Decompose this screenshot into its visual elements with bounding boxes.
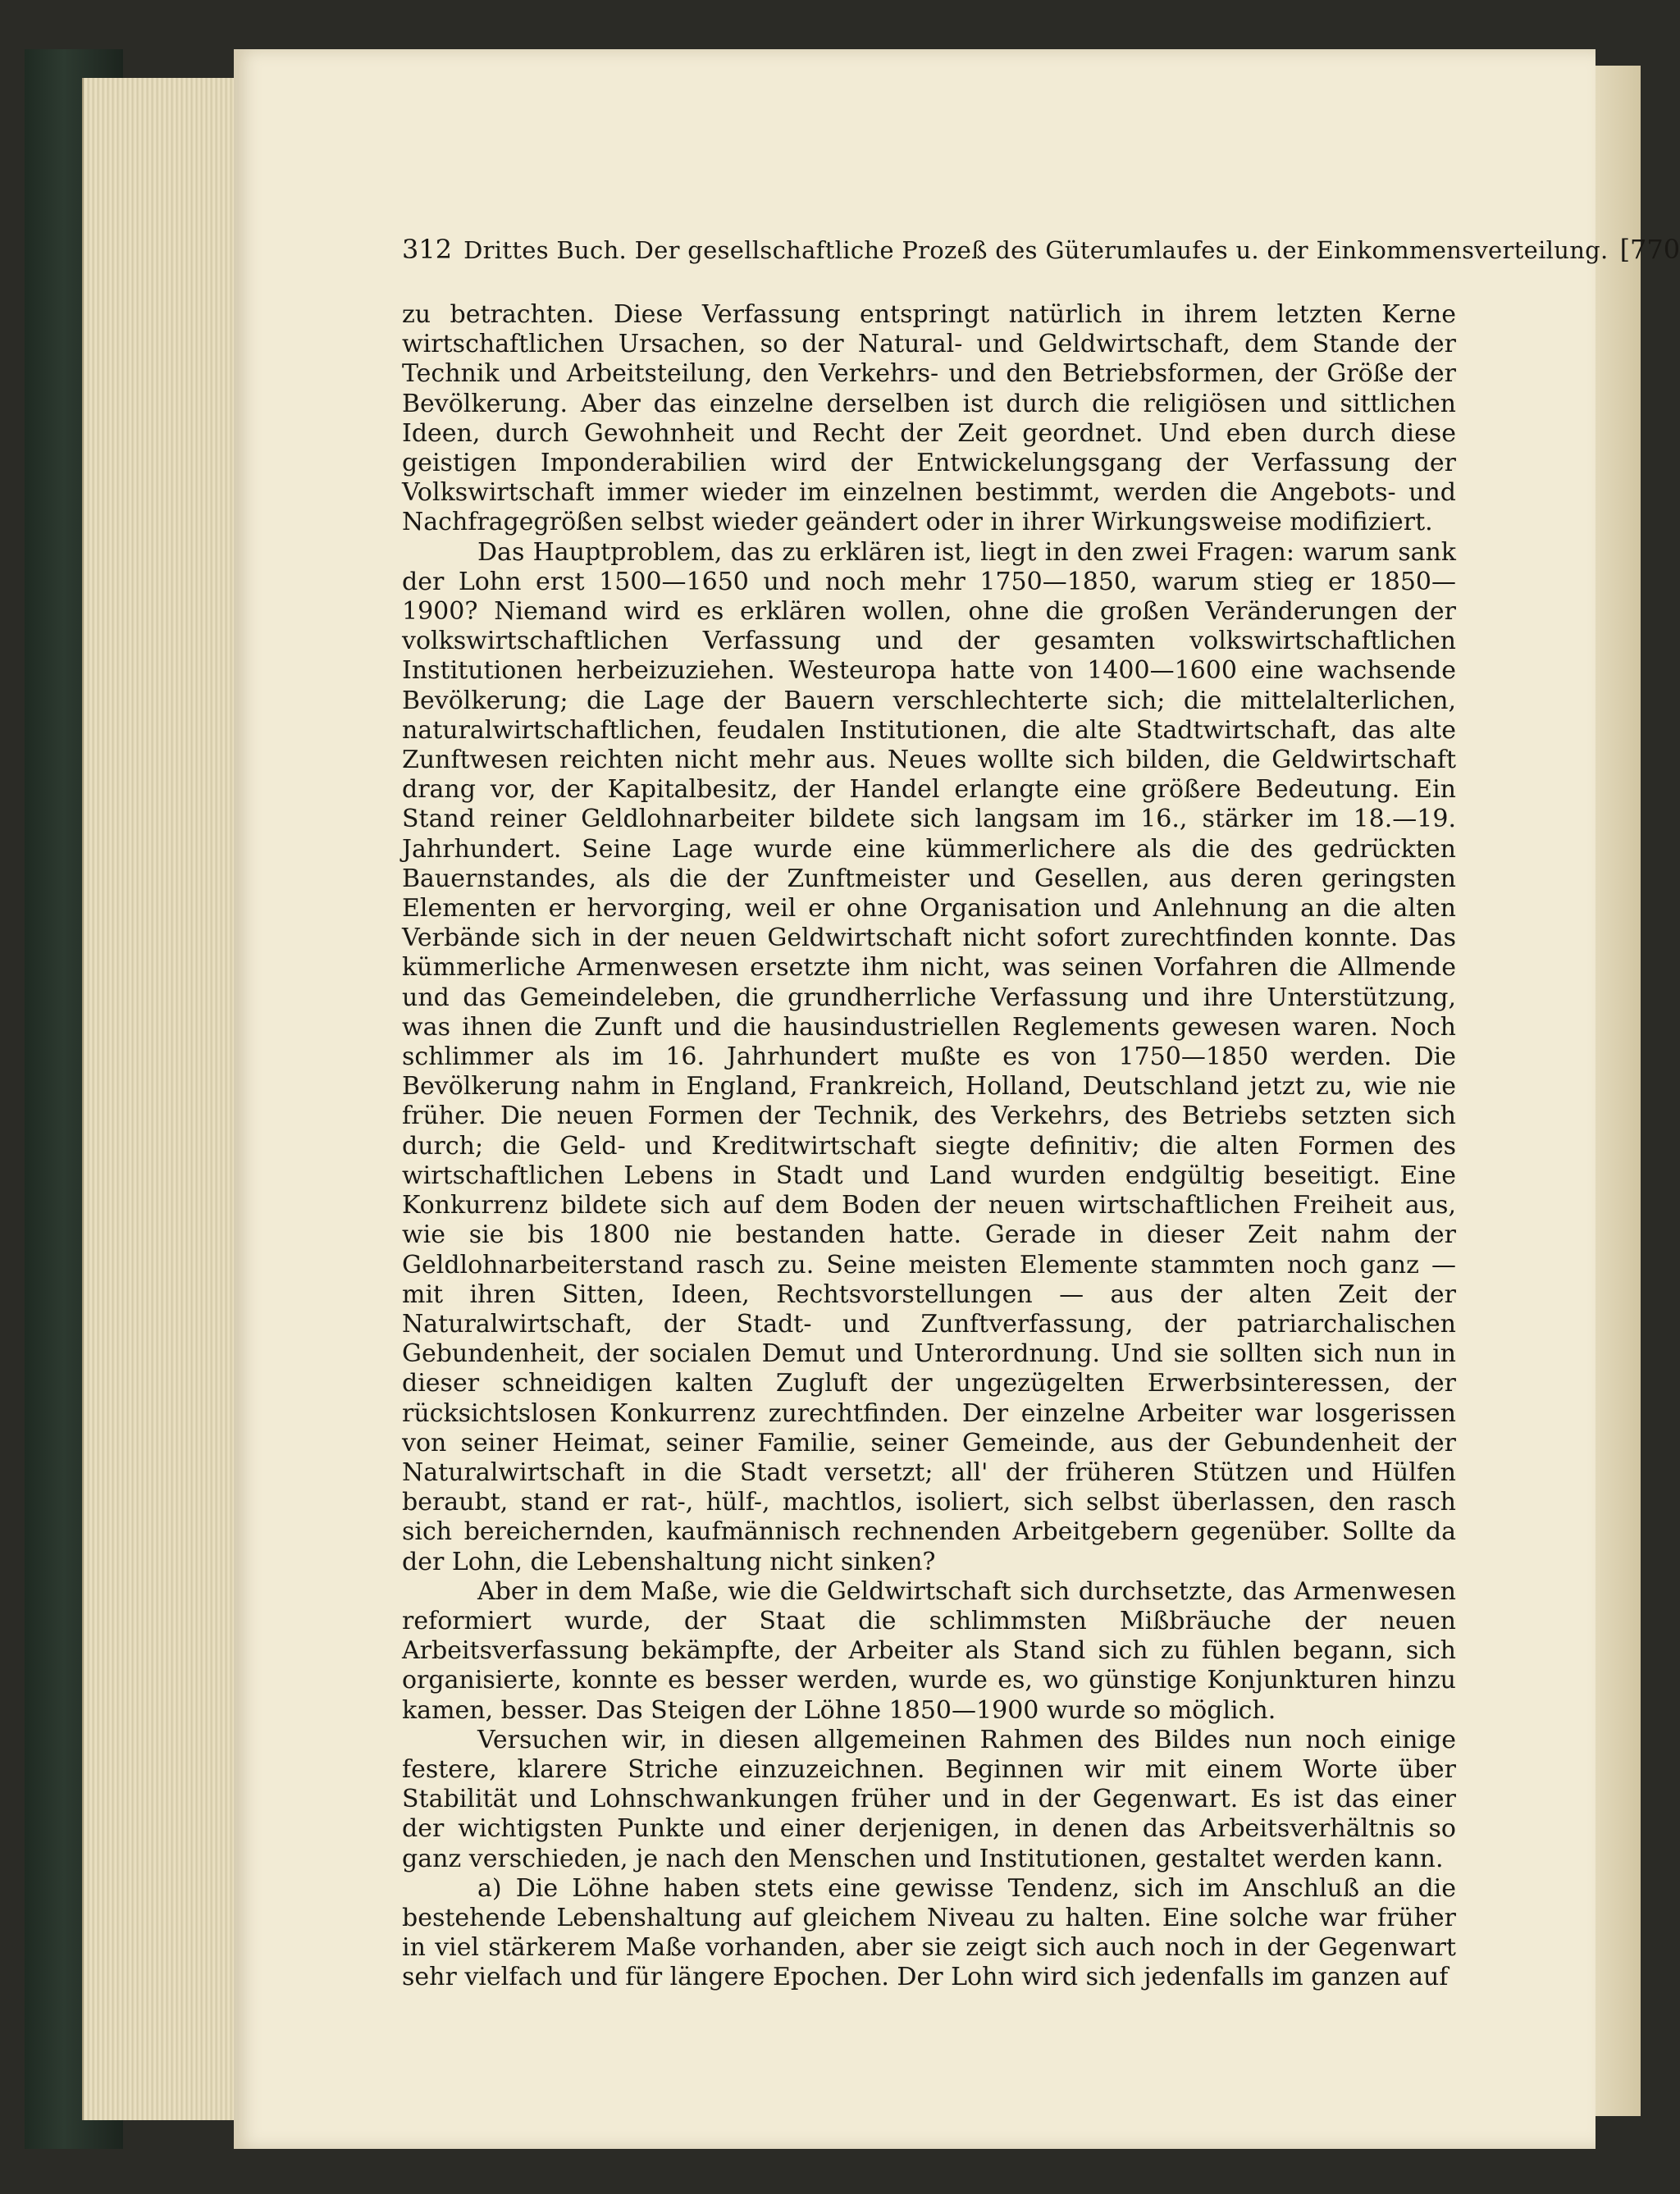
paragraph-4: Versuchen wir, in diesen allgemeinen Rahmen des Bildes nun noch einige festere, klarere Striche einzuzeichnen. Beginnen wir mit einem Worte über Stabilität und Lohnschwankungen früher und in der Gegenwart. Es ist das einer der wichtigsten Punkte und einer derjenigen, in denen das Arbeitsverhältnis so ganz verschieden, je nach den Menschen und Institutionen, gestaltet werden kann. bbox=[402, 1725, 1456, 1873]
page-edges bbox=[82, 78, 248, 2120]
paragraph-1: zu betrachten. Diese Verfassung entspringt natürlich in ihrem letzten Kerne wirtschaftlichen Ursachen, so der Natural- und Geldwirtschaft, dem Stande der Technik und Arbeitsteilung, den Verkehrs- und den Betriebsformen, der Größe der Bevölkerung. Aber das einzelne derselben ist durch die religiösen und sittlichen Ideen, durch Gewohnheit und Recht der Zeit geordnet. Und eben durch diese geistigen Imponderabilien wird der Entwickelungsgang der Verfassung der Volkswirtschaft immer wieder im einzelnen bestimmt, werden die Angebots- und Nachfragegrößen selbst wieder geändert oder in ihrer Wirkungsweise modifiziert. bbox=[402, 300, 1456, 537]
paragraph-3: Aber in dem Maße, wie die Geldwirtschaft sich durchsetzte, das Armenwesen reformiert wurde, der Staat die schlimmsten Mißbräuche der neuen Arbeitsverfassung bekämpfte, der Arbeiter als Stand sich zu fühlen begann, sich organisierte, konnte es besser werden, wurde es, wo günstige Konjunkturen hinzu kamen, besser. Das Steigen der Löhne 1850—1900 wurde so möglich. bbox=[402, 1576, 1456, 1725]
paragraph-5: a) Die Löhne haben stets eine gewisse Tendenz, sich im Anschluß an die bestehende Lebenshaltung auf gleichem Niveau zu halten. Eine solche war früher in viel stärkerem Maße vorhanden, aber sie zeigt sich auch noch in der Gegenwart sehr vielfach und für längere Epochen. Der Lohn wird sich jedenfalls im ganzen auf bbox=[402, 1873, 1456, 1992]
page-number: 312 bbox=[402, 234, 453, 265]
bracket-page-reference: [770 bbox=[1619, 234, 1680, 265]
paragraph-2: Das Hauptproblem, das zu erklären ist, liegt in den zwei Fragen: warum sank der Lohn erst 1500—1650 und noch mehr 1750—1850, warum stieg er 1850—1900? Niemand wird es erklären wollen, ohne die großen Veränderungen der volkswirtschaftlichen Verfassung und der gesamten volkswirtschaftlichen Institutionen herbeizuziehen. Westeuropa hatte von 1400—1600 eine wachsende Bevölkerung; die Lage der Bauern verschlechterte sich; die mittelalterlichen, naturalwirtschaftlichen, feudalen Institutionen, die alte Stadtwirtschaft, das alte Zunftwesen reichten nicht mehr aus. Neues wollte sich bilden, die Geldwirtschaft drang vor, der Kapitalbesitz, der Handel erlangte eine größere Bedeutung. Ein Stand reiner Geldlohnarbeiter bildete sich langsam im 16., stärker im 18.—19. Jahrhundert. Seine Lage wurde eine kümmerlichere als die des gedrückten Bauernstandes, als die der Zunftmeister und Gesellen, aus deren geringsten Elementen er hervorging, weil er ohne Organisation und Anlehnung an die alten Verbände sich in der neuen Geldwirtschaft nicht sofort zurechtfinden konnte. Das kümmerliche Armenwesen ersetzte ihm nicht, was seinen Vorfahren die Allmende und das Gemeindeleben, die grundherrliche Verfassung und ihre Unterstützung, was ihnen die Zunft und die hausindustriellen Reglements gewesen waren. Noch schlimmer als im 16. Jahrhundert mußte es von 1750—1850 werden. Die Bevölkerung nahm in England, Frankreich, Holland, Deutschland jetzt zu, wie nie früher. Die neuen Formen der Technik, des Verkehrs, des Betriebs setzten sich durch; die Geld- und Kreditwirtschaft siegte definitiv; die alten Formen des wirtschaftlichen Lebens in Stadt und Land wurden endgültig beseitigt. Eine Konkurrenz bildete sich auf dem Boden der neuen wirtschaftlichen Freiheit aus, wie sie bis 1800 nie bestanden hatte. Gerade in dieser Zeit nahm der Geldlohnarbeiterstand rasch zu. Seine meisten Elemente stammten noch ganz — mit ihren Sitten, Ideen, Rechtsvorstellungen — aus der alten Zeit der Naturalwirtschaft, der Stadt- und Zunftverfassung, der patriarchalischen Gebundenheit, der socialen Demut und Unterordnung. Und sie sollten sich nun in dieser schneidigen kalten Zugluft der ungezügelten Erwerbsinteressen, der rücksichtslosen Konkurrenz zurechtfinden. Der einzelne Arbeiter war losgerissen von seiner Heimat, seiner Familie, seiner Gemeinde, aus der Gebundenheit der Naturalwirtschaft in die Stadt versetzt; all' der früheren Stützen und Hülfen beraubt, stand er rat-, hülf-, machtlos, isoliert, sich selbst überlassen, den rasch sich bereichernden, kaufmännisch rechnenden Arbeitgebern gegenüber. Sollte da der Lohn, die Lebenshaltung nicht sinken? bbox=[402, 537, 1456, 1576]
running-title: Drittes Buch. Der gesellschaftliche Prozeß des Güterumlaufes u. der Einkommensverteilung. bbox=[463, 236, 1609, 264]
body-text bbox=[402, 300, 1456, 1993]
running-header bbox=[402, 234, 1680, 267]
